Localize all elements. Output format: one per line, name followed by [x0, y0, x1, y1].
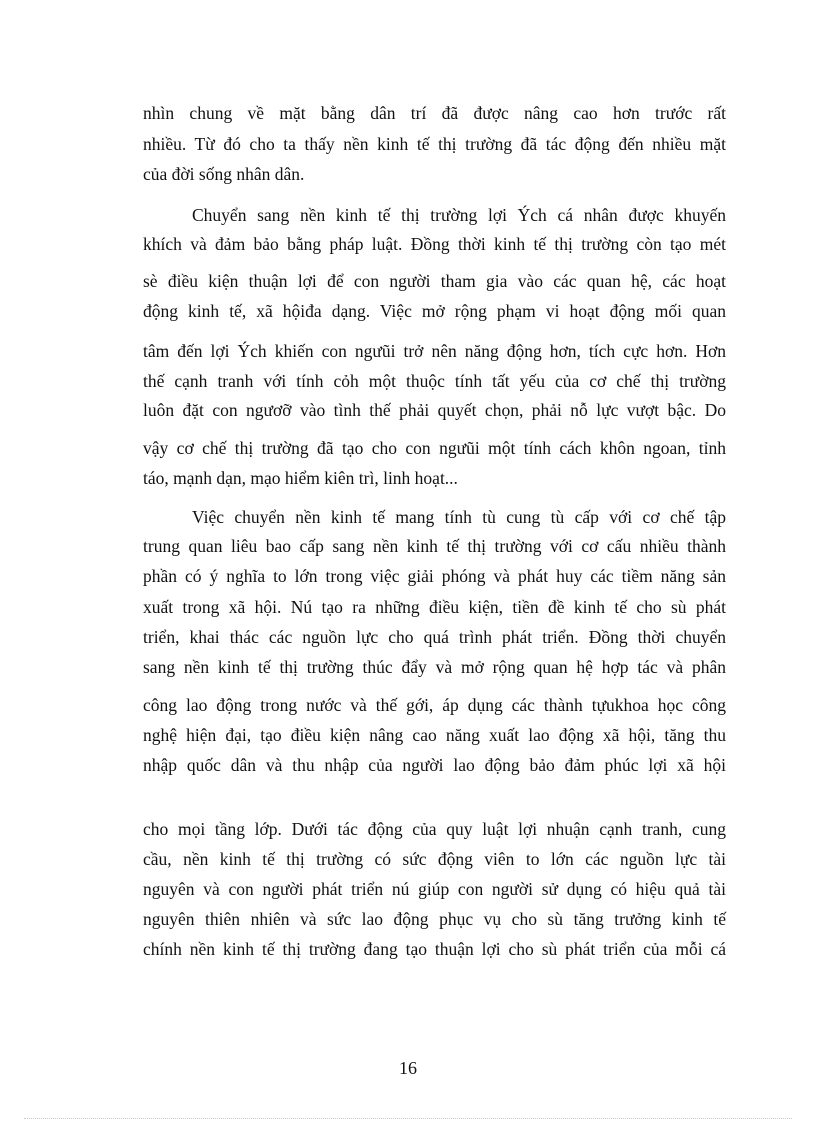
text-line: nhiều. Từ đó cho ta thấy nền kinh tế thị trường đã tác động đến nhiều mặt	[143, 134, 726, 154]
text-line: nguyên thiên nhiên và sức lao động phục vụ cho sù tăng trưởng kinh tế	[143, 909, 726, 929]
text-line: phần có ý nghĩa to lớn trong việc giải phóng và phát huy các tiềm năng sản	[143, 566, 726, 586]
text-line: nhập quốc dân và thu nhập của người lao động bảo đảm phúc lợi xã hội	[143, 755, 726, 775]
text-line: khích và đảm bảo bằng pháp luật. Đồng thời kinh tế thị trường còn tạo mét	[143, 234, 726, 254]
page-number: 16	[399, 1058, 417, 1078]
page-bottom-divider	[24, 1118, 792, 1119]
text-line: trung quan liêu bao cấp sang nền kinh tế thị trường với cơ cấu nhiều thành	[143, 536, 726, 556]
text-line: xuất trong xã hội. Nú tạo ra những điều kiện, tiền đề kinh tế cho sù phát	[143, 597, 726, 617]
text-line: của đời sống nhân dân.	[143, 164, 305, 184]
text-line: nguyên và con người phát triển nú giúp con người sử dụng có hiệu quả tài	[143, 879, 726, 899]
text-line: cầu, nền kinh tế thị trường có sức động viên to lớn các nguồn lực tài	[143, 849, 726, 869]
text-line: Việc chuyển nền kinh tế mang tính tù cung tù cấp với cơ chế tập	[192, 507, 726, 527]
text-line: vậy cơ chế thị trường đã tạo cho con ngưũi một tính cách khôn ngoan, tỉnh	[143, 438, 726, 458]
text-line: luôn đặt con ngươỡ vào tình thế phải quyết chọn, phải nỗ lực vượt bậc. Do	[143, 400, 726, 420]
text-line: táo, mạnh dạn, mạo hiểm kiên trì, linh hoạt...	[143, 468, 458, 488]
text-line: sè điều kiện thuận lợi để con người tham gia vào các quan hệ, các hoạt	[143, 271, 726, 291]
text-line: Chuyển sang nền kinh tế thị trường lợi Ých cá nhân được khuyến	[192, 205, 726, 225]
text-line: nhìn chung về mặt bằng dân trí đã được nâng cao hơn trước rất	[143, 103, 726, 123]
text-line: công lao động trong nước và thế gới, áp dụng các thành tựukhoa học công	[143, 695, 726, 715]
text-line: chính nền kinh tế thị trường đang tạo thuận lợi cho sù phát triển của mỗi cá	[143, 939, 726, 959]
text-line: cho mọi tầng lớp. Dưới tác động của quy luật lợi nhuận cạnh tranh, cung	[143, 819, 726, 839]
text-line: sang nền kinh tế thị trường thúc đẩy và mở rộng quan hệ hợp tác và phân	[143, 657, 726, 677]
text-line: tâm đến lợi Ých khiến con ngưũi trở nên năng động hơn, tích cực hơn. Hơn	[143, 341, 726, 361]
text-line: thế cạnh tranh với tính cỏh một thuộc tính tất yếu của cơ chế thị trường	[143, 371, 726, 391]
text-line: triển, khai thác các nguồn lực cho quá trình phát triển. Đồng thời chuyển	[143, 627, 726, 647]
text-line: động kinh tế, xã hộiđa dạng. Việc mở rộng phạm vi hoạt động mối quan	[143, 301, 726, 321]
text-line: nghệ hiện đại, tạo điều kiện nâng cao năng xuất lao động xã hội, tăng thu	[143, 725, 726, 745]
